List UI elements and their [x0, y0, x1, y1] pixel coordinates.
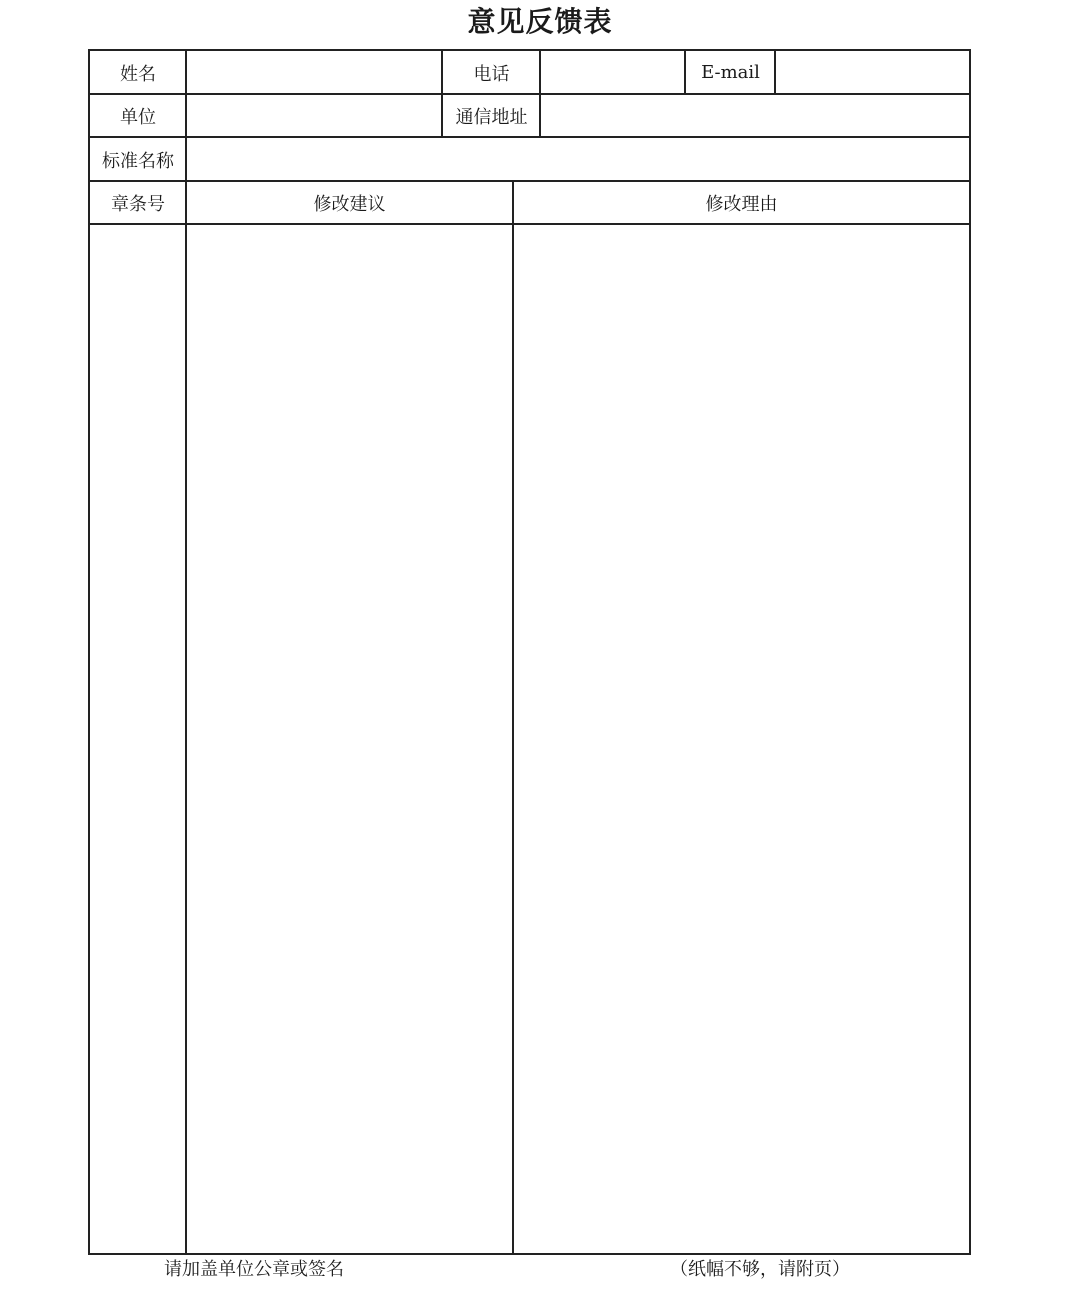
form-title: 意见反馈表 [467, 5, 613, 38]
clause-no-header: 章条号 [111, 194, 165, 215]
address-label: 通信地址 [455, 107, 528, 128]
phone-label: 电话 [473, 63, 510, 85]
unit-label: 单位 [120, 107, 156, 128]
name-label: 姓名 [120, 63, 156, 85]
clause-no-field[interactable] [90, 225, 185, 1253]
suggestion-field[interactable] [187, 225, 512, 1253]
suggestion-header: 修改建议 [313, 194, 386, 215]
reason-header: 修改理由 [705, 194, 778, 215]
phone-field[interactable] [541, 51, 684, 94]
email-field[interactable] [776, 51, 969, 94]
email-label: E-mail [701, 62, 760, 83]
standard-name-field[interactable] [187, 138, 969, 181]
reason-field[interactable] [514, 225, 969, 1253]
standard-name-label: 标准名称 [102, 150, 174, 172]
feedback-form-table [88, 49, 971, 1255]
name-field[interactable] [187, 51, 441, 94]
stamp-note: 请加盖单位公章或签名 [164, 1259, 344, 1280]
page-note: （纸幅不够，请附页） [670, 1259, 850, 1280]
address-field[interactable] [541, 95, 969, 137]
unit-field[interactable] [187, 95, 441, 137]
